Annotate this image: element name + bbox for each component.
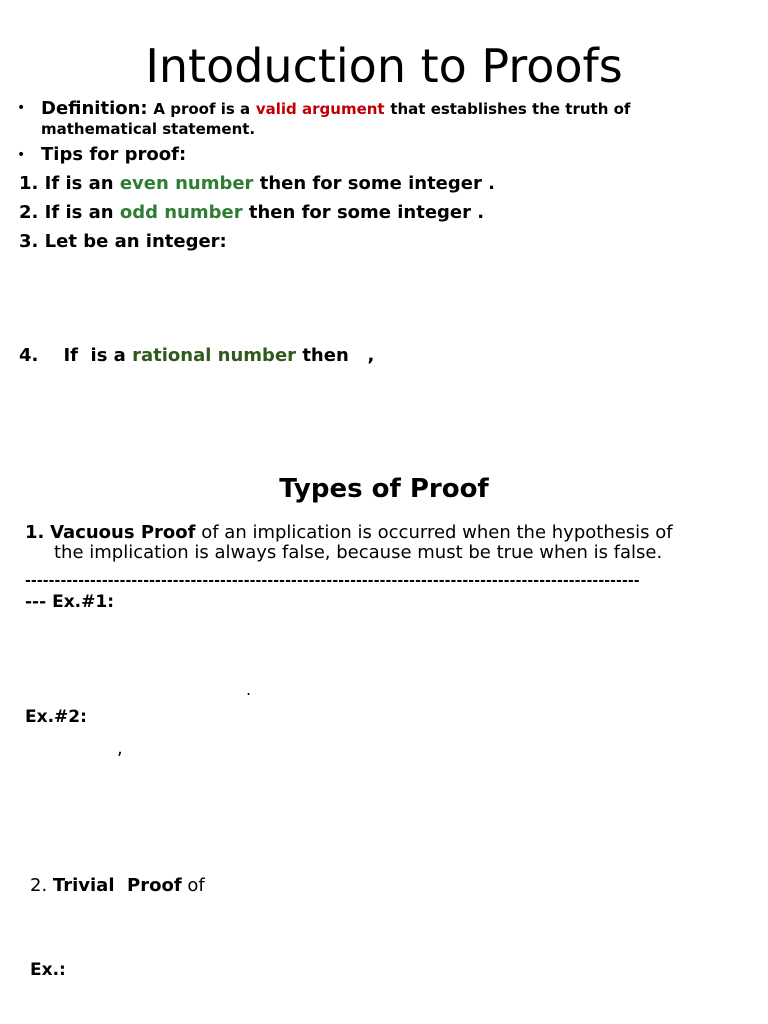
tip-post: then , xyxy=(302,345,375,366)
tip-pre: If is a xyxy=(44,345,126,366)
page-title: Intoduction to Proofs xyxy=(145,39,623,93)
types-heading: Types of Proof xyxy=(279,474,489,504)
definition-line xyxy=(41,98,630,119)
ex1-line xyxy=(25,592,114,612)
tip-2 xyxy=(19,202,484,223)
divider: -------------------------------------------------------------------------------------------------------- xyxy=(25,573,640,589)
tip-pre: If is an xyxy=(44,202,114,223)
definition-text-after: that establishes the truth of xyxy=(390,100,631,118)
vacuous-label: Vacuous Proof xyxy=(50,522,196,543)
bullet-icon: • xyxy=(17,147,26,163)
ex2-mark: , xyxy=(117,738,123,759)
tip-number: 3. xyxy=(19,231,39,252)
tip-pre: Let be an integer: xyxy=(44,231,227,252)
definition-label: Definition: xyxy=(41,98,148,119)
ex1-label: Ex.#1: xyxy=(52,592,115,612)
vacuous-line1 xyxy=(25,522,673,543)
tip-1 xyxy=(19,173,495,194)
vacuous-number: 1. xyxy=(25,522,45,543)
definition-text-before: A proof is a xyxy=(153,100,251,118)
divider-tail: --- xyxy=(25,592,47,612)
trivial-text: of xyxy=(187,875,205,896)
tip-number: 4. xyxy=(19,345,39,366)
tip-pre: If is an xyxy=(44,173,114,194)
tip-4 xyxy=(19,345,374,366)
bullet-icon: • xyxy=(17,100,26,116)
definition-line2: mathematical statement. xyxy=(41,120,256,138)
trivial-line xyxy=(30,875,205,896)
ex1-mark: . xyxy=(246,680,252,699)
vacuous-text1: of an implication is occurred when the hypothesis of xyxy=(201,522,673,543)
tip-number: 2. xyxy=(19,202,39,223)
vacuous-line2: the implication is always false, because must be true when is false. xyxy=(54,542,663,563)
ex-label: Ex.: xyxy=(30,960,66,980)
tip-3 xyxy=(19,231,227,252)
trivial-label: Trivial Proof xyxy=(52,875,182,896)
tip-number: 1. xyxy=(19,173,39,194)
tip-highlight: even number xyxy=(119,173,254,194)
tips-heading: Tips for proof: xyxy=(41,144,187,165)
definition-highlight: valid argument xyxy=(255,100,385,118)
tip-highlight: rational number xyxy=(132,345,297,366)
tip-post: then for some integer . xyxy=(248,202,485,223)
tip-highlight: odd number xyxy=(119,202,243,223)
trivial-number: 2. xyxy=(30,875,48,896)
tip-post: then for some integer . xyxy=(259,173,495,194)
ex2-label: Ex.#2: xyxy=(25,707,87,727)
